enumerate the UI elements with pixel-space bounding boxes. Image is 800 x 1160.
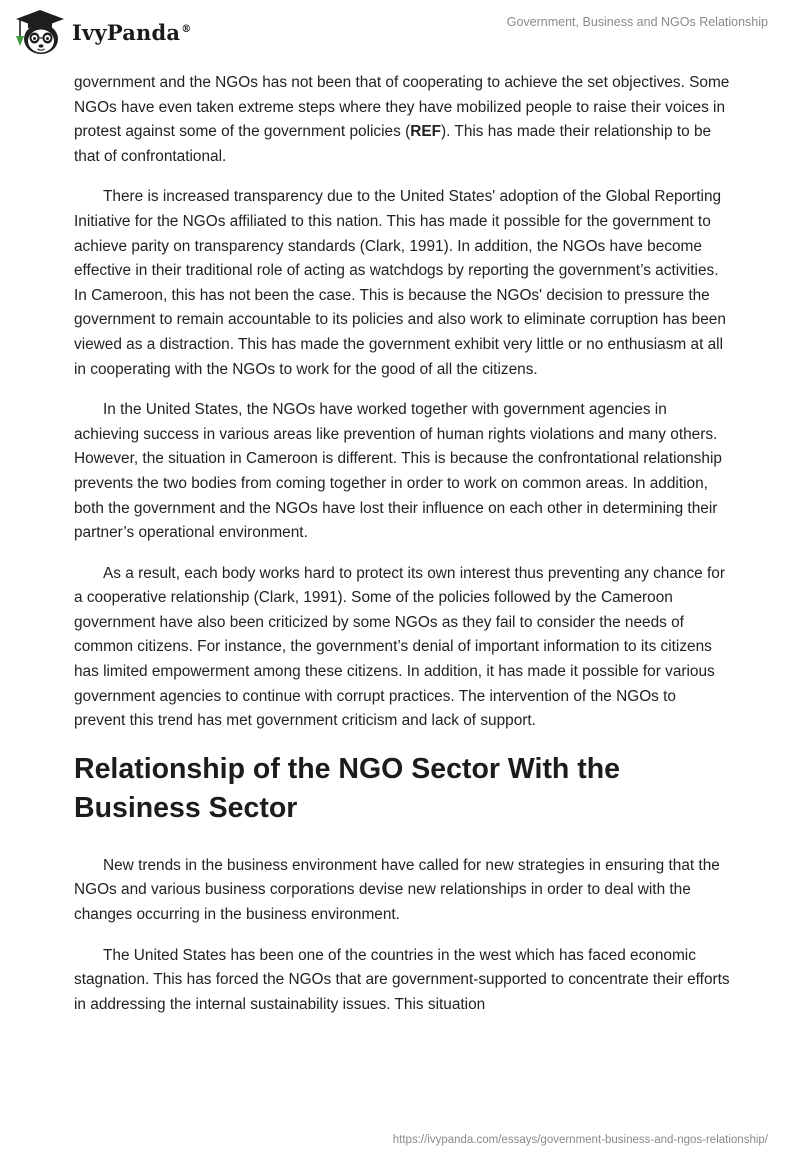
article-body bbox=[74, 71, 730, 1033]
paragraph-4: As a result, each body works hard to protect its own interest thus preventing any chance for a cooperative relationship (Clark, 1991). Some of the policies followed by the Cameroon government have also been criticized by some NGOs as they fail to consider the needs of common citizens. For instance, the government’s denial of important information to its citizens has limited empowerment among these citizens. In addition, it has made it possible for various government agencies to continue with corrupt practices. The intervention of the NGOs to prevent this trend has met government criticism and lack of support. bbox=[74, 564, 725, 730]
paragraph-1-text-start: government and the NGOs has not been that of cooperating to achieve the set objectives. Some NGOs have even taken extreme steps where they have mobilized people to raise their voices in protest against some of the government policies ( bbox=[74, 74, 730, 141]
brand-name: IvyPanda® bbox=[72, 19, 192, 45]
paragraph-5: New trends in the business environment have called for new strategies in ensuring that the NGOs and various business corporations devise new relationships in order to deal with the changes occurring in the business environment. bbox=[74, 856, 720, 924]
document-title: Government, Business and NGOs Relationship bbox=[506, 15, 768, 29]
registered-mark: ® bbox=[181, 23, 192, 35]
page-header bbox=[0, 0, 800, 70]
section-heading: Relationship of the NGO Sector With the Business Sector bbox=[74, 752, 621, 824]
paragraph-3: In the United States, the NGOs have worked together with government agencies in achieving success in various areas like prevention of human rights violations and many others. However, the situation in Cameroon is different. This is because the confrontational relationship prevents the two bodies from coming together in order to work on common areas. In addition, both the government and the NGOs have lost their influence on each other in determining their partner’s operational environment. bbox=[74, 401, 722, 542]
ivypanda-logo[interactable] bbox=[14, 8, 191, 56]
paragraph-2: There is increased transparency due to the United States' adoption of the Global Reporting Initiative for the NGOs affiliated to this nation. This has made it possible for the government to achieve parity on transparency standards (Clark, 1991). In addition, the NGOs have become effective in their traditional role of acting as watchdogs by reporting the government’s activities. In Cameroon, this has not been the case. This is because the NGOs' decision to pressure the government to remain accountable to its policies and also work to eliminate corruption has been viewed as a distraction. This has made the government exhibit very little or no enthusiasm at all in cooperating with the NGOs to work for the good of all the citizens. bbox=[74, 188, 726, 378]
source-url[interactable]: https://ivypanda.com/essays/government-business-and-ngos-relationship/ bbox=[392, 1134, 768, 1146]
paragraph-1-text-end: ). This has made their relationship to be that of confrontational. bbox=[74, 123, 712, 165]
paragraph-6: The United States has been one of the countries in the west which has faced economic stagnation. This has forced the NGOs that are government-supported to concentrate their efforts in addressing the internal sustainability issues. This situation bbox=[74, 946, 730, 1013]
ref-placeholder: REF bbox=[410, 123, 442, 141]
paragraph-1 bbox=[74, 71, 730, 169]
panda-graduate-icon bbox=[14, 8, 66, 56]
